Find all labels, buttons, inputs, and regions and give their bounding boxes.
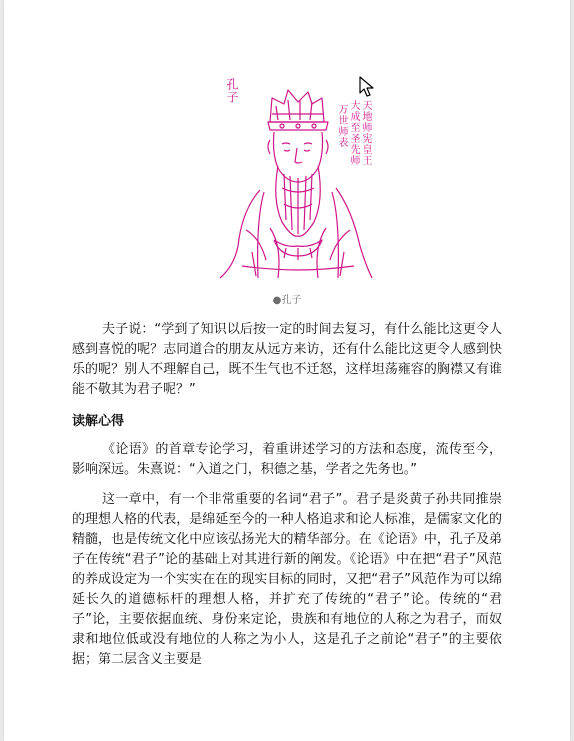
mouse-pointer-icon — [359, 76, 375, 98]
illustration-inscription-3: 万世师表 — [336, 104, 347, 148]
illustration-inscription-2: 大成至圣先师 — [348, 100, 359, 166]
illustration-inscription-1: 天地师宪皇王 — [360, 100, 371, 166]
document-page — [4, 0, 570, 741]
paragraph-intro: 《论语》的首章专论学习，着重讲述学习的方法和态度，流传至今，影响深远。朱熹说：“入道之门，积德之基，学者之先务也。” — [72, 442, 502, 477]
confucius-illustration — [212, 70, 376, 280]
paragraph-junzi: 这一章中，有一个非常重要的名词“君子”。君子是炎黄子孙共同推崇的理想人格的代表，是绵延至今的一种人格追求和论人标准，是儒家文化的精髓，也是传统文化中应该弘扬光大的精华部分。在《论语》中，孔子及弟子在传统“君子”论的基础上对其进行新的阐发。《论语》中在把“君子”风范的养成设定为一个实实在在的现实目标的同时，又把“君子”风范作为可以绵延长久的道德标杆的理想人格，并扩充了传统的“君子”论。传统的“君子”论，主要依据血统、身份来定论，贵族和有地位的人称之为君子，而奴隶和地位低或没有地位的人称之为小人，这是孔子之前论“君子”的主要依据；第二层含义主要是 — [72, 492, 502, 667]
illustration-name-label: 孔子 — [225, 78, 239, 104]
paragraph-translation: 夫子说：“学到了知识以后按一定的时间去复习，有什么能比这更令人感到喜悦的呢？志同道合的朋友从远方来访，还有什么能比这更令人感到快乐的呢？别人不理解自己，既不生气也不迁怒，这样坦荡雍容的胸襟又有谁能不敬其为君子呢？” — [72, 322, 502, 397]
illustration-caption: ●孔子 — [272, 295, 302, 306]
section-heading: 读解心得 — [72, 414, 125, 429]
